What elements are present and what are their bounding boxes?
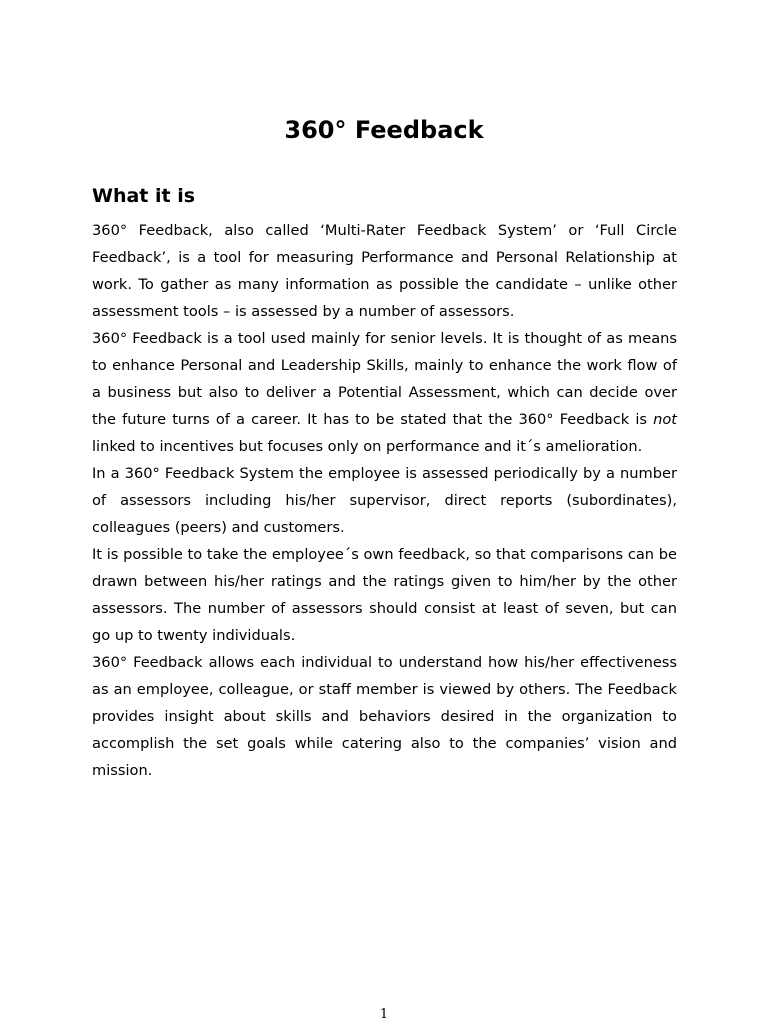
paragraph-benefits: 360° Feedback allows each individual to understand how his/her effectiveness as an employee, colleague, or staff member is viewed by others. The Feedback provides insight about skills and behaviors desired in the organization to accomplish the set goals while catering also to the companies’ vision and mission.: [92, 654, 677, 779]
paragraph-assessors: In a 360° Feedback System the employee is assessed periodically by a number of assessors including his/her supervisor, direct reports (subordinates), colleagues (peers) and customers.: [92, 465, 677, 536]
document-title: 360° Feedback: [284, 116, 484, 144]
paragraph-usage-text-after: linked to incentives but focuses only on performance and it´s amelioration.: [92, 438, 643, 455]
paragraph-definition: 360° Feedback, also called ‘Multi-Rater Feedback System’ or ‘Full Circle Feedback’, is a tool for measuring Performance and Personal Relationship at work. To gather as many information as possible the candidate – unlike other assessment tools – is assessed by a number of assessors.: [92, 222, 677, 320]
page-number: 1: [379, 1007, 389, 1022]
paragraph-self-feedback: It is possible to take the employee´s own feedback, so that comparisons can be drawn between his/her ratings and the ratings given to him/her by the other assessors. The number of assessors should consist at least of seven, but can go up to twenty individuals.: [92, 546, 677, 644]
section-heading: What it is: [92, 185, 196, 207]
body-text: [92, 217, 677, 784]
emphasis-not: not: [653, 411, 677, 428]
paragraph-usage: [92, 325, 677, 460]
paragraph-usage-text: 360° Feedback is a tool used mainly for senior levels. It is thought of as means to enhance Personal and Leadership Skills, mainly to enhance the work flow of a business but also to deliver a Potential Assessment, which can decide over the future turns of a career. It has to be stated that the 360° Feedback is: [92, 330, 677, 428]
